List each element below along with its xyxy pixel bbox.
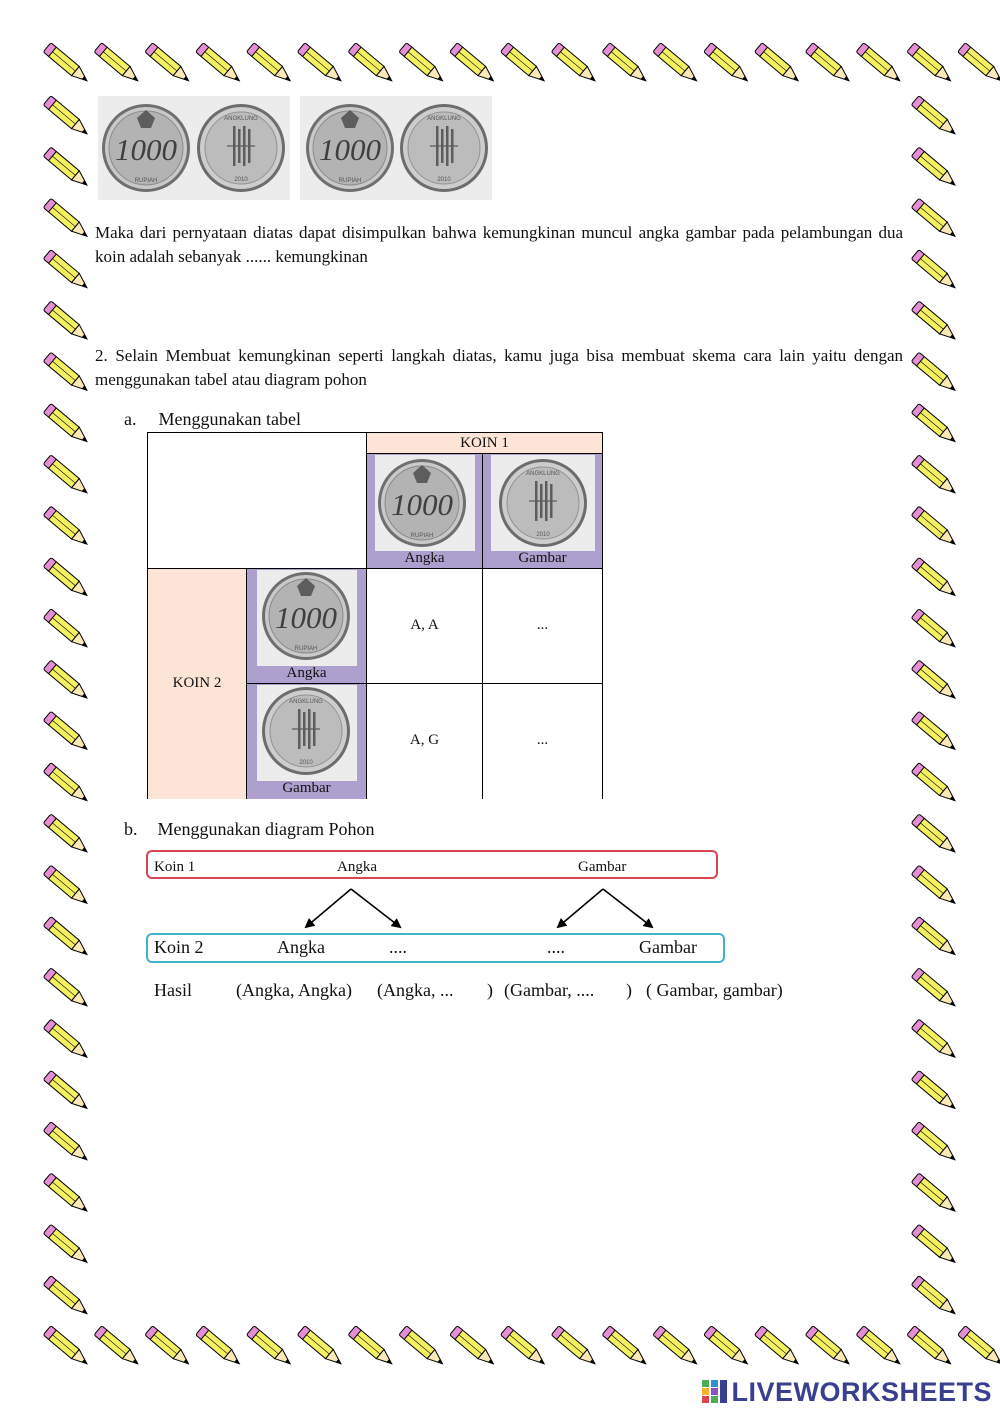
hasil-item-4: ( Gambar, gambar) [646,980,783,1000]
svg-text:RUPIAH: RUPIAH [410,533,434,539]
koin2-angka-label: Angka [286,665,327,681]
koin2-header-label: KOIN 2 [172,675,222,691]
koin2-node-blank-2[interactable]: .... [547,937,565,957]
hasil-item-1: (Angka, Angka) [236,980,352,1000]
branch-arrow [306,889,351,927]
conclusion-text: Maka dari pernyataan diatas dapat disimpulkan bahwa kemungkinan muncul angka gambar pada pelambungan dua koin adalah sebanyak ...... kemungkinan [95,223,903,266]
hasil-item-2-close: ) [487,980,493,1000]
tree-section-title: Menggunakan diagram Pohon [157,819,375,839]
koin2-node-angka: Angka [277,937,325,957]
koin2-node-blank-1[interactable]: .... [389,937,407,957]
koin1-angka-label: Angka [404,550,445,566]
svg-text:RUPIAH: RUPIAH [294,646,318,652]
liveworksheets-logo-icon [702,1379,728,1405]
svg-text:1000: 1000 [319,132,381,167]
liveworksheets-brand-text: LIVEWORKSHEETS [731,1376,992,1407]
svg-text:ANGKLUNG: ANGKLUNG [289,699,323,705]
result-ag-text: A, G [409,732,440,748]
svg-text:2010: 2010 [299,760,313,766]
koin1-header-label: KOIN 1 [460,435,509,451]
branch-arrow [603,889,652,927]
svg-text:2010: 2010 [234,177,248,183]
koin1-gambar-label: Gambar [518,550,567,566]
koin1-gambar-node: Gambar [578,859,627,875]
koin1-angka-node: Angka [337,859,377,875]
table-section-marker: a. [124,409,137,429]
koin2-node-gambar: Gambar [639,937,697,957]
branch-arrow [351,889,400,927]
hasil-label: Hasil [154,980,192,1000]
question-2-text: 2. Selain Membuat kemungkinan seperti langkah diatas, kamu juga bisa membuat skema cara lain yaitu dengan menggunakan tabel atau diagram pohon [95,346,903,389]
table-section-title: Menggunakan tabel [158,409,301,429]
svg-text:2010: 2010 [437,177,451,183]
result-gg-text: ... [536,732,549,748]
svg-text:ANGKLUNG: ANGKLUNG [526,471,560,477]
result-aa-text: A, A [410,617,439,633]
koin2-gambar-label: Gambar [282,780,331,796]
liveworksheets-logo[interactable] [702,1377,992,1407]
tree-section-marker: b. [124,819,138,839]
branch-arrow [558,889,603,927]
svg-text:1000: 1000 [275,600,337,635]
svg-text:2010: 2010 [536,532,550,538]
svg-text:1000: 1000 [391,487,453,522]
svg-text:RUPIAH: RUPIAH [134,178,158,184]
result-ga-text: ... [536,617,549,633]
svg-text:ANGKLUNG: ANGKLUNG [224,116,258,122]
svg-text:RUPIAH: RUPIAH [338,178,362,184]
koin2-row-label: Koin 2 [154,937,204,957]
koin1-row-label: Koin 1 [154,859,196,875]
hasil-item-2[interactable]: (Angka, ... [377,980,454,1000]
hasil-item-3-close: ) [626,980,632,1000]
svg-text:ANGKLUNG: ANGKLUNG [427,116,461,122]
svg-text:1000: 1000 [115,132,177,167]
hasil-item-3[interactable]: (Gambar, .... [504,980,595,1000]
